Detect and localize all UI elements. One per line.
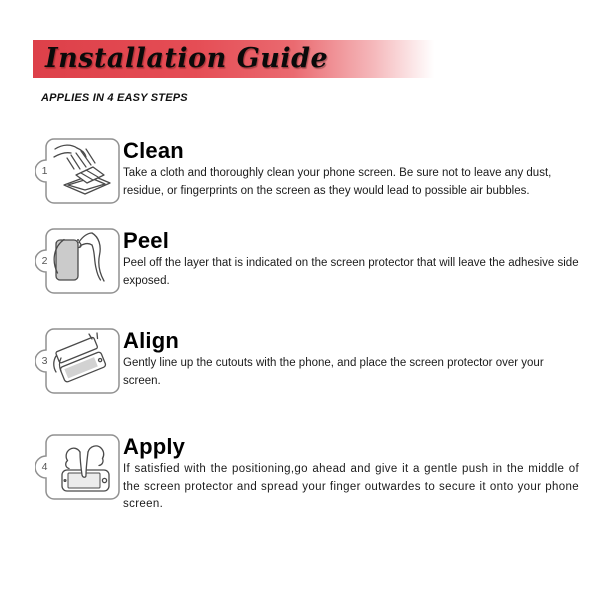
step-title: Align — [123, 328, 179, 353]
step-content — [123, 228, 579, 290]
step-number-badge: 4 — [41, 460, 48, 473]
step-icon-box — [35, 434, 121, 500]
step-content — [123, 138, 579, 200]
page-title: Installation Guide — [45, 42, 329, 74]
step-title: Apply — [123, 434, 186, 459]
step-number-badge: 3 — [41, 354, 48, 367]
step-number-badge: 2 — [41, 254, 48, 267]
step-icon-box — [35, 328, 121, 394]
title-banner — [33, 40, 575, 78]
step-row-align — [35, 328, 583, 394]
step-description: Take a cloth and thoroughly clean your phone screen. Be sure not to leave any dust, residue, or fingerprints on the screen as they would lead to possible air bubbles. — [123, 167, 552, 197]
step-icon-box — [35, 138, 121, 204]
step-content — [123, 328, 579, 390]
step-description: Peel off the layer that is indicated on the screen protector that will leave the adhesive side exposed. — [123, 257, 579, 287]
step-row-apply — [35, 434, 583, 514]
step-description: Gently line up the cutouts with the phone, and place the screen protector over your screen. — [123, 357, 544, 387]
step-title: Clean — [123, 138, 184, 163]
step-icon-box — [35, 228, 121, 294]
step-title: Peel — [123, 228, 170, 253]
step-number-badge: 1 — [41, 164, 48, 177]
step-row-peel — [35, 228, 583, 294]
step-row-clean — [35, 138, 583, 204]
steps-list — [35, 138, 583, 514]
subtitle: APPLIES IN 4 EASY STEPS — [41, 92, 188, 104]
step-description: If satisfied with the positioning,go ahead and give it a gentle push in the middle of the screen protector and spread your finger outwardes to secure it onto your phone screen. — [123, 463, 579, 511]
step-content — [123, 434, 579, 514]
